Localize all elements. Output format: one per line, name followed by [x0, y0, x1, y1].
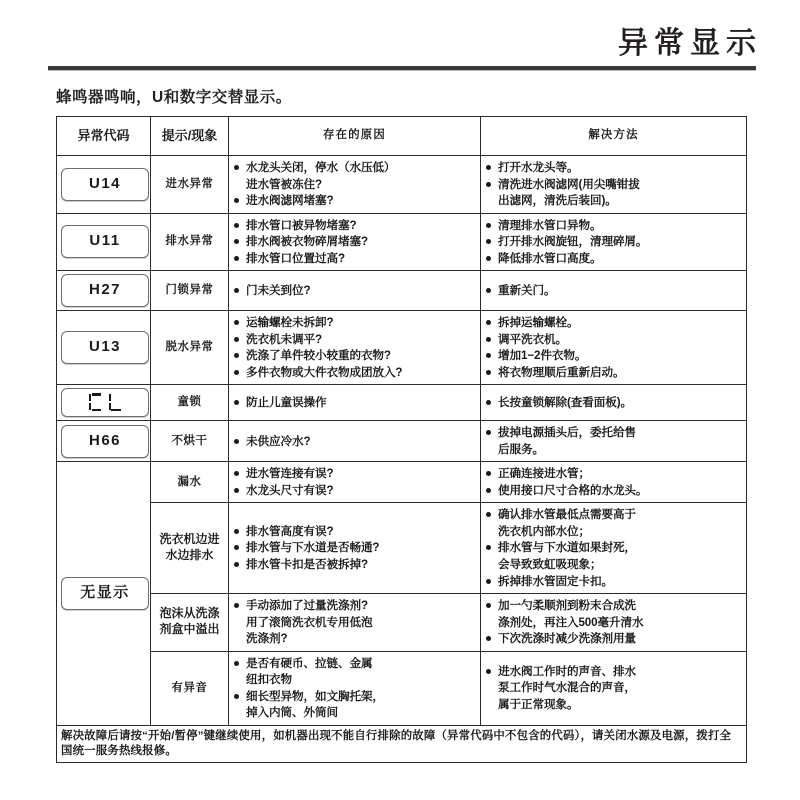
cell-solutions	[481, 594, 747, 652]
cell-symptom: 有异音	[151, 651, 229, 725]
list-item: 防止儿童误操作	[233, 395, 476, 411]
cell-symptom: 童锁	[151, 385, 229, 421]
cell-solutions	[481, 421, 747, 462]
page-title: 异常显示	[618, 27, 762, 60]
cell-solutions	[481, 651, 747, 725]
list-item: 拆掉排水管固定卡扣。	[485, 574, 742, 590]
fault-code-chip: 无显示	[61, 577, 149, 610]
list-item: 是否有硬币、拉链、金属	[233, 656, 476, 672]
list-item: 水龙头关闭，停水（水压低）	[233, 160, 476, 176]
cell-causes	[229, 156, 481, 214]
table-row	[57, 421, 747, 462]
list-item: 增加1−2件衣物。	[485, 348, 742, 364]
list-item: 确认排水管最低点需要高于	[485, 507, 742, 523]
list-item: 手动添加了过量洗涤剂?	[233, 598, 476, 614]
solution-list	[485, 315, 742, 380]
solution-list	[485, 218, 742, 267]
table-body	[57, 156, 747, 763]
cell-symptom: 泡沫从洗涤剂盒中溢出	[151, 594, 229, 652]
list-item: 运输螺栓未拆卸?	[233, 315, 476, 331]
list-item: 会导致致虹吸现象；	[498, 557, 602, 571]
fault-code-chip: H27	[61, 274, 149, 307]
table-row	[57, 385, 747, 421]
solution-list	[485, 283, 742, 299]
table-row	[57, 462, 747, 503]
solution-list	[485, 395, 742, 411]
list-item: 排水管高度有误?	[233, 524, 476, 540]
cell-fault-code	[57, 385, 151, 421]
title-divider	[48, 66, 756, 71]
list-item: 将衣物理顺后重新启动。	[485, 365, 742, 381]
list-item: 掉入内筒、外筒间	[246, 706, 338, 720]
seven-segment-display-icon	[72, 392, 138, 412]
list-item: 未供应冷水?	[233, 434, 476, 450]
list-item: 涤剂处，再注入500毫升清水	[498, 615, 644, 629]
list-item: 多件衣物或大件衣物成团放入?	[233, 365, 476, 381]
cell-symptom: 脱水异常	[151, 311, 229, 385]
solution-list	[485, 507, 742, 589]
cell-solutions	[481, 503, 747, 594]
cell-solutions	[481, 271, 747, 311]
table-header-row	[57, 117, 747, 156]
fault-code-table	[56, 116, 747, 763]
list-item: 加一勺柔顺剂到粉末合成洗	[485, 598, 742, 614]
solution-list	[485, 425, 742, 457]
cell-causes	[229, 385, 481, 421]
cause-list	[233, 218, 476, 267]
cell-symptom: 洗衣机边进水边排水	[151, 503, 229, 594]
list-item: 排水管与下水道是否畅通?	[233, 540, 476, 556]
list-item: 进水管被冻住?	[246, 177, 322, 191]
fault-code-chip: U14	[61, 168, 149, 201]
list-item: 下次洗涤时减少洗涤剂用量	[485, 631, 742, 647]
cause-list	[233, 283, 476, 299]
list-item: 打开水龙头等。	[485, 160, 742, 176]
list-item: 属于正常现象。	[498, 697, 579, 711]
table-row	[57, 594, 747, 652]
list-item: 长按童锁解除(查看面板)。	[485, 395, 742, 411]
fault-code-chip: U13	[61, 331, 149, 364]
list-item: 泵工作时气水混合的声音，	[498, 681, 636, 695]
cause-list	[233, 434, 476, 450]
cell-fault-code	[57, 421, 151, 462]
cell-fault-code	[57, 311, 151, 385]
list-item: 洗涤剂?	[246, 632, 288, 646]
fault-code-chip	[61, 388, 149, 417]
cell-causes	[229, 271, 481, 311]
cell-causes	[229, 213, 481, 271]
fault-table-wrapper	[56, 116, 746, 763]
list-item: 正确连接进水管；	[485, 466, 742, 482]
table-row	[57, 213, 747, 271]
cell-causes	[229, 594, 481, 652]
table-row	[57, 271, 747, 311]
list-item: 进水管连接有误?	[233, 466, 476, 482]
cause-list	[233, 598, 476, 647]
solution-list	[485, 664, 742, 713]
list-item: 调平洗衣机。	[485, 332, 742, 348]
table-row	[57, 651, 747, 725]
table-row	[57, 311, 747, 385]
list-item: 用了滚筒洗衣机专用低泡	[246, 615, 373, 629]
table-footer-row	[57, 725, 747, 762]
cell-fault-code	[57, 271, 151, 311]
cell-fault-code	[57, 213, 151, 271]
page-header	[0, 28, 800, 113]
cell-symptom: 排水异常	[151, 213, 229, 271]
list-item: 后服务。	[498, 442, 544, 456]
column-header-code: 异常代码	[57, 117, 151, 156]
cause-list	[233, 524, 476, 573]
list-item: 使用接口尺寸合格的水龙头。	[485, 483, 742, 499]
cell-solutions	[481, 311, 747, 385]
cell-solutions	[481, 385, 747, 421]
cell-causes	[229, 421, 481, 462]
cause-list	[233, 395, 476, 411]
cause-list	[233, 160, 476, 209]
column-header-symptom: 提示/现象	[151, 117, 229, 156]
list-item: 洗涤了单件较小较重的衣物?	[233, 348, 476, 364]
column-header-solution: 解决方法	[481, 117, 747, 156]
solution-list	[485, 598, 742, 647]
cell-solutions	[481, 156, 747, 214]
list-item: 排水管卡扣是否被拆掉?	[233, 557, 476, 573]
fault-code-chip: U11	[61, 225, 149, 258]
cause-list	[233, 466, 476, 498]
list-item: 清理排水管口异物。	[485, 218, 742, 234]
list-item: 排水管口被异物堵塞?	[233, 218, 476, 234]
list-item: 进水阀滤网堵塞?	[233, 193, 476, 209]
list-item: 出滤网，清洗后装回)。	[498, 194, 617, 208]
cell-solutions	[481, 462, 747, 503]
page-subtitle: 蜂鸣器鸣响，U和数字交替显示。	[56, 88, 292, 106]
list-item: 打开排水阀旋钮，清理碎屑。	[485, 234, 742, 250]
list-item: 进水阀工作时的声音、排水	[485, 664, 742, 680]
list-item: 清洗进水阀滤网(用尖嘴钳拔	[485, 177, 742, 193]
cell-fault-code	[57, 156, 151, 214]
cell-symptom: 漏水	[151, 462, 229, 503]
list-item: 门未关到位?	[233, 283, 476, 299]
list-item: 排水管口位置过高?	[233, 251, 476, 267]
cell-symptom: 进水异常	[151, 156, 229, 214]
cell-causes	[229, 503, 481, 594]
fault-code-chip: H66	[61, 425, 149, 458]
list-item: 水龙头尺寸有误?	[233, 483, 476, 499]
cell-symptom: 不烘干	[151, 421, 229, 462]
list-item: 洗衣机内部水位；	[498, 524, 590, 538]
cause-list	[233, 315, 476, 380]
list-item: 拆掉运输螺栓。	[485, 315, 742, 331]
cell-solutions	[481, 213, 747, 271]
list-item: 重新关门。	[485, 283, 742, 299]
table-header	[57, 117, 747, 156]
column-header-cause: 存在的原因	[229, 117, 481, 156]
table-row	[57, 503, 747, 594]
list-item: 纽扣衣物	[246, 673, 292, 687]
cell-causes	[229, 462, 481, 503]
solution-list	[485, 160, 742, 209]
solution-list	[485, 466, 742, 498]
cell-causes	[229, 311, 481, 385]
cell-symptom: 门锁异常	[151, 271, 229, 311]
cell-causes	[229, 651, 481, 725]
list-item: 降低排水管口高度。	[485, 251, 742, 267]
footer-note: 解决故障后请按“开始/暂停”键继续使用，如机器出现不能自行排除的故障（异常代码中不包含的代码），请关闭水源及电源，拨打全国统一服务热线报修。	[57, 725, 747, 762]
list-item: 细长型异物，如文胸托架，	[233, 689, 476, 705]
list-item: 排水管与下水道如果封死，	[485, 540, 742, 556]
cause-list	[233, 656, 476, 721]
list-item: 洗衣机未调平?	[233, 332, 476, 348]
list-item: 拔掉电源插头后，委托给售	[485, 425, 742, 441]
list-item: 排水阀被衣物碎屑堵塞?	[233, 234, 476, 250]
table-row	[57, 156, 747, 214]
cell-fault-code-no-display	[57, 462, 151, 725]
